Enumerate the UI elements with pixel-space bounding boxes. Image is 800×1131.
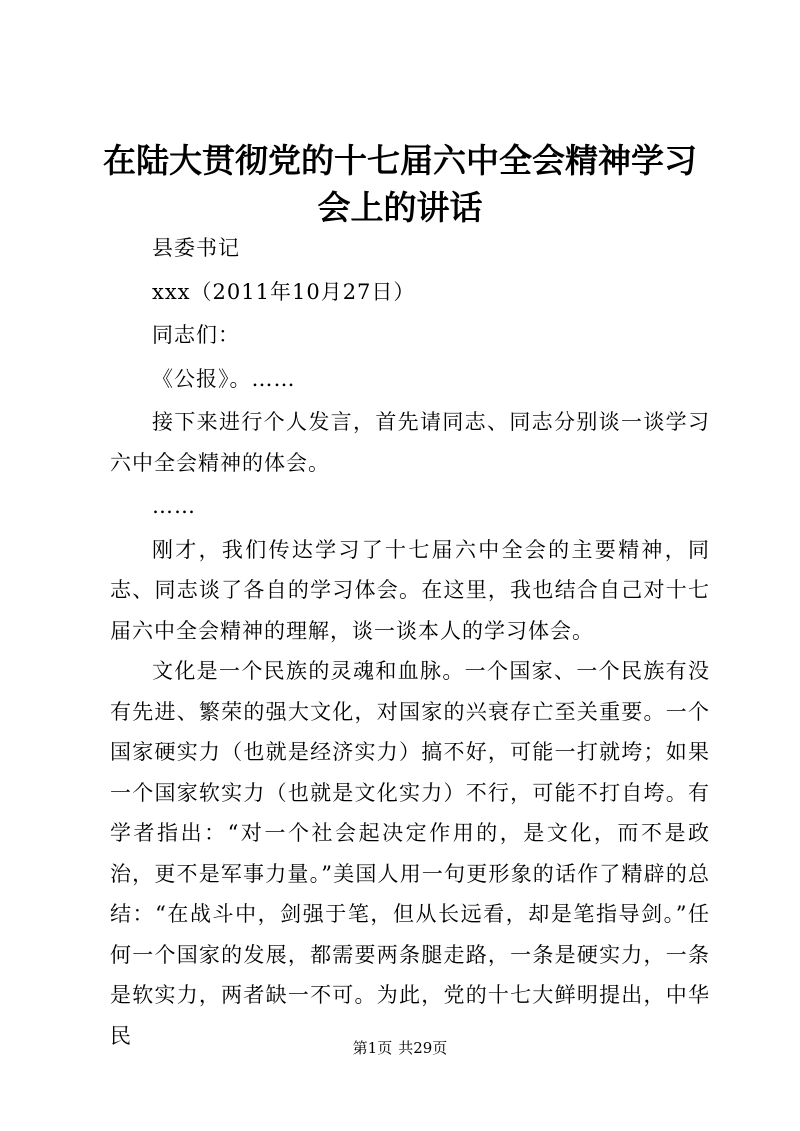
paragraph: 刚才，我们传达学习了十七届六中全会的主要精神，同志、同志谈了各自的学习体会。在这里，我也结合自己对十七届六中全会精神的理解，谈一谈本人的学习体会。 <box>110 537 710 643</box>
document-title: 在陆大贯彻党的十七届六中全会精神学习会上的讲话 <box>103 141 697 227</box>
paragraph: 文化是一个民族的灵魂和血脉。一个国家、一个民族有没有先进、繁荣的强大文化，对国家的兴衰存亡至关重要。一个国家硬实力（也就是经济实力）搞不好，可能一打就垮；如果一个国家软实力（也就是文化实力）不行，可能不打自垮。有学者指出：“对一个社会起决定作用的，是文化，而不是政治，更不是军事力量。”美国人用一句更形象的话作了精辟的总结：“在战斗中，剑强于笔，但从长远看，却是笔指导剑。”任何一个国家的发展，都需要两条腿走路，一条是硬实力，一条是软实力，两者缺一不可。为此，党的十七大鲜明提出，中华民 <box>110 659 710 1048</box>
author-title: 县委书记 <box>152 236 240 260</box>
author-date: xxx（2011年10月27日） <box>152 279 416 304</box>
page-total: 共29页 <box>398 1039 448 1057</box>
page-footer <box>0 1038 800 1058</box>
paragraph: 接下来进行个人发言，首先请同志、同志分别谈一谈学习六中全会精神的体会。 <box>110 410 710 475</box>
page-number: 第1页 <box>352 1039 393 1057</box>
ellipsis-line: …… <box>152 494 196 518</box>
document-body <box>110 228 710 1056</box>
paragraph: 《公报》。…… <box>152 366 296 391</box>
salutation: 同志们： <box>152 323 240 347</box>
